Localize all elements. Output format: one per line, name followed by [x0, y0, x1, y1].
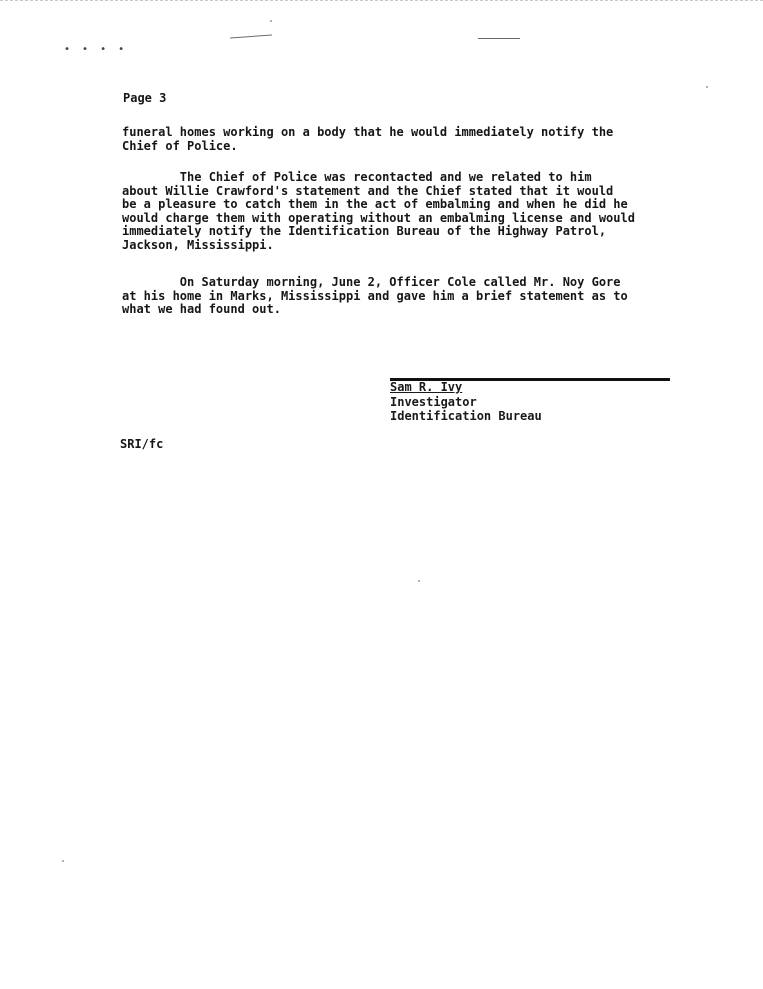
- paragraph-line: at his home in Marks, Mississippi and gave him a brief statement as to: [122, 288, 628, 303]
- paragraph-line: Chief of Police.: [122, 138, 238, 153]
- paragraph-line: On Saturday morning, June 2, Officer Cole called Mr. Noy Gore: [122, 275, 621, 289]
- paragraph-line: about Willie Crawford's statement and the Chief stated that it would: [122, 183, 614, 198]
- paragraph-line: funeral homes working on a body that he would immediately notify the: [122, 125, 614, 139]
- paragraph-line: what we had found out.: [122, 302, 281, 316]
- scan-dots: • • • •: [64, 44, 128, 55]
- paragraph-line: The Chief of Police was recontacted and we related to him: [122, 170, 592, 184]
- paragraph-line: be a pleasure to catch them in the act of embalming and when he did he: [122, 197, 628, 211]
- scan-mark: [478, 38, 520, 39]
- signature-unit: Identification Bureau: [390, 409, 542, 423]
- scan-speck: [270, 20, 272, 22]
- paragraph-line: would charge them with operating without an embalming license and would: [122, 210, 635, 225]
- scan-speck: [418, 580, 420, 582]
- signature-name: Sam R. Ivy: [390, 380, 463, 394]
- scan-speck: [706, 86, 708, 88]
- page-number: Page 3: [123, 91, 167, 105]
- scan-speck: [62, 860, 64, 862]
- scan-mark: [230, 35, 272, 39]
- paragraph-line: Jackson, Mississippi.: [122, 237, 274, 252]
- scan-edge: [0, 0, 763, 4]
- reference-initials: SRI/fc: [120, 437, 164, 451]
- signature-title: Investigator: [390, 395, 477, 409]
- paragraph-line: immediately notify the Identification Bureau of the Highway Patrol,: [122, 224, 607, 238]
